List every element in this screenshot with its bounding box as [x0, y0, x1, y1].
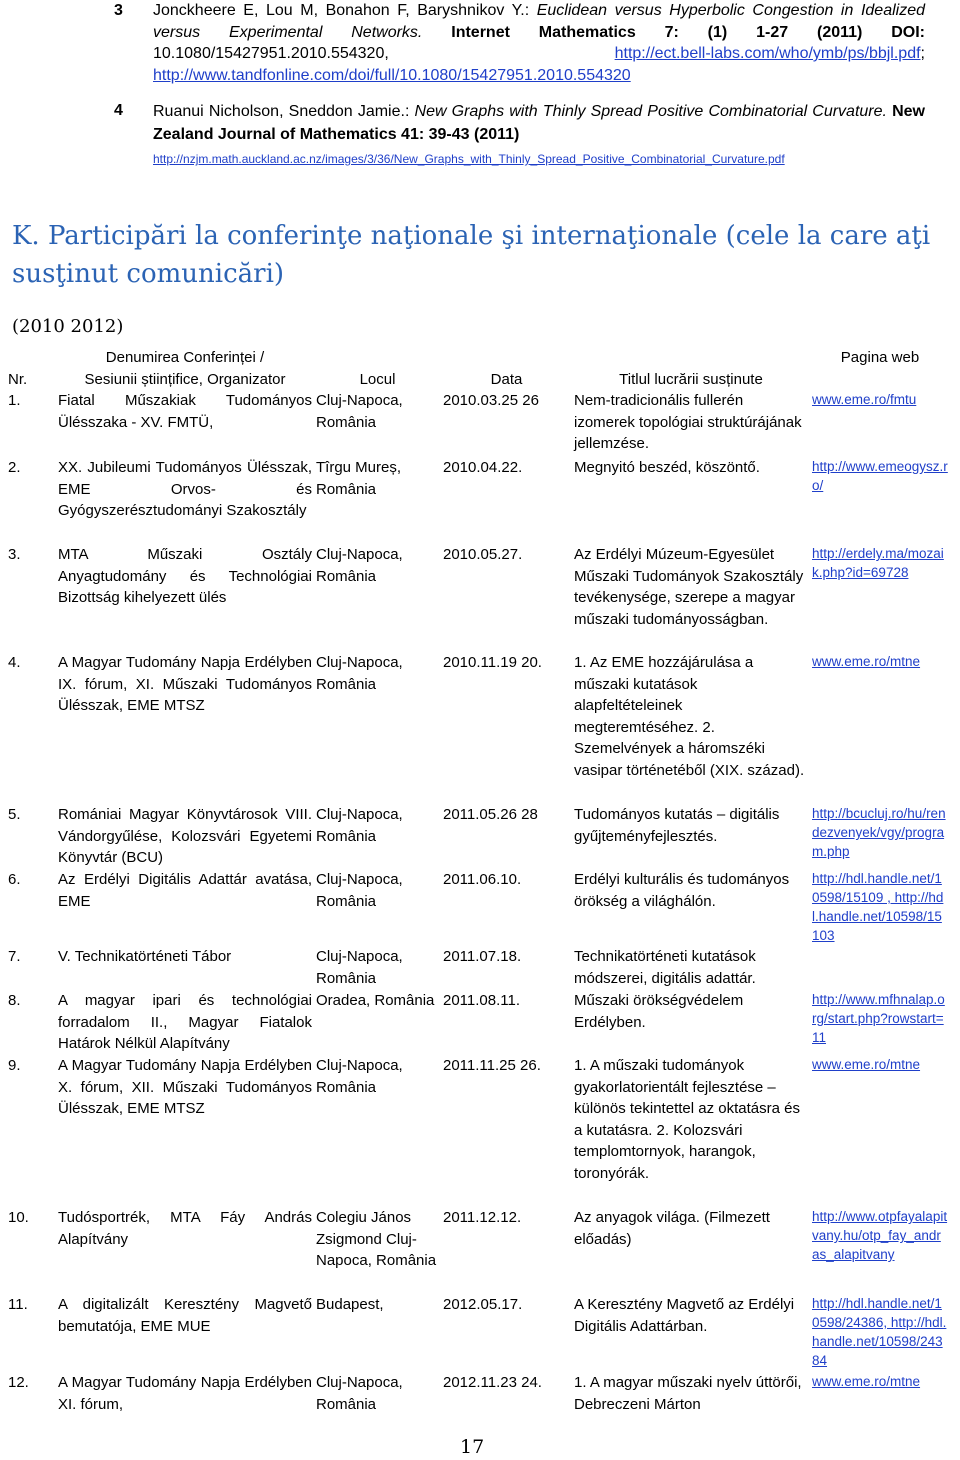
table-row	[8, 869, 952, 946]
reference-4-full	[153, 100, 925, 146]
row-number: 12.	[8, 1374, 29, 1391]
table-row	[8, 1294, 952, 1372]
row-date: 2011.06.10.	[443, 871, 522, 888]
row-web-link[interactable]: http://erdely.ma/mozaik.php?id=69728	[812, 546, 944, 580]
header-nr: Nr.	[8, 370, 28, 388]
row-talk-title: 1. Az EME hozzájárulása a műszaki kutatások alapfeltételeinek megteremtéséhez. 2. Szemelvények a háromszéki vasipar történetéből (XIX. század).	[574, 654, 805, 779]
row-web-link[interactable]: http://www.emeogysz.ro/	[812, 459, 948, 493]
table-row	[8, 1055, 952, 1207]
row-place: Cluj-Napoca, România	[316, 806, 403, 845]
reference-3-full: Jonckheere E, Lou M, Bonahon F, Baryshnikov Y.: Euclidean versus Hyperbolic Congestion in Idealized versus Experimental Networks. Internet Mathematics 7: (1) 1-27 (2011) DOI: 10.1080/15427951.2010.554320, http://ect.bell-labs.com/who/ymb/ps/bbjl.pdf; http://www.tandfonline.com/doi/full/10.1080/15427951.2010.554320	[153, 0, 925, 86]
row-place: Cluj-Napoca, România	[316, 546, 403, 585]
row-place: Cluj-Napoca, România	[316, 654, 403, 693]
table-row	[8, 1372, 952, 1422]
row-number: 5.	[8, 806, 21, 823]
row-talk-title: Tudományos kutatás – digitális gyűjteményfejlesztés.	[574, 806, 780, 845]
header-place: Locul	[359, 370, 396, 388]
row-number: 3.	[8, 546, 21, 563]
reference-link[interactable]: http://ect.bell-labs.com/who/ymb/ps/bbjl.pdf	[614, 45, 921, 62]
reference-link[interactable]: http://nzjm.math.auckland.ac.nz/images/3/36/New_Graphs_with_Thinly_Spread_Positive_Combinatorial_Curvature.pdf	[153, 152, 785, 166]
reference-doi: 10.1080/15427951.2010.554320,	[153, 45, 389, 62]
table-row	[8, 990, 952, 1055]
row-talk-title: 1. A magyar műszaki nyelv úttörői, Debreczeni Márton	[574, 1374, 802, 1413]
row-date: 2011.11.25 26.	[443, 1057, 541, 1074]
conferences-table	[8, 347, 952, 1422]
row-date: 2012.05.17.	[443, 1296, 523, 1313]
header-web: Pagina web	[840, 349, 920, 366]
table-row	[8, 544, 952, 652]
row-web-link[interactable]: http://bcucluj.ro/hu/rendezvenyek/vgy/program.php	[812, 806, 946, 859]
table-row	[8, 652, 952, 804]
row-number: 10.	[8, 1209, 29, 1226]
row-date: 2010.03.25 26	[443, 392, 539, 409]
row-conference-name: A Magyar Tudomány Napja Erdélyben IX. fórum, XI. Műszaki Tudományos Ülésszak, EME MTSZ	[58, 654, 312, 714]
row-date: 2012.11.23 24.	[443, 1374, 542, 1391]
row-place: Colegiu János Zsigmond Cluj-Napoca, România	[316, 1209, 437, 1269]
reference-title: New Graphs with Thinly Spread Positive Combinatorial Curvature.	[414, 103, 887, 120]
row-talk-title: Technikatörténeti kutatások módszerei, digitális adattár.	[574, 948, 756, 987]
row-conference-name: Tudósportrék, MTA Fáy András Alapítvány	[58, 1209, 312, 1248]
table-row	[8, 390, 952, 457]
row-place: Cluj-Napoca, România	[316, 1374, 403, 1413]
section-years: (2010 2012)	[12, 316, 124, 337]
table-row	[8, 946, 952, 990]
row-web-link[interactable]: www.eme.ro/fmtu	[812, 392, 917, 407]
row-number: 9.	[8, 1057, 21, 1074]
row-web-link[interactable]: www.eme.ro/mtne	[812, 654, 921, 669]
row-date: 2011.08.11.	[443, 992, 521, 1009]
table-row	[8, 804, 952, 869]
reference-number: 4	[114, 102, 123, 119]
row-place: Budapest,	[316, 1296, 384, 1313]
row-date: 2010.05.27.	[443, 546, 523, 563]
row-conference-name: A Magyar Tudomány Napja Erdélyben XI. fórum,	[58, 1374, 312, 1413]
row-talk-title: Erdélyi kulturális és tudományos örökség a világhálón.	[574, 871, 790, 910]
row-talk-title: 1. A műszaki tudományok gyakorlatorientált fejlesztése – különös tekintettel az oktatásra és a kutatásra. 2. Kolozsvári templomtornyok, harangok, toronyórák.	[574, 1057, 800, 1182]
row-talk-title: A Keresztény Magvető az Erdélyi Digitális Adattárban.	[574, 1296, 795, 1335]
row-number: 11.	[8, 1296, 28, 1313]
row-number: 1.	[8, 392, 21, 409]
row-place: Cluj-Napoca, România	[316, 871, 403, 910]
row-date: 2011.05.26 28	[443, 806, 538, 823]
row-conference-name: V. Technikatörténeti Tábor	[58, 948, 232, 965]
row-number: 7.	[8, 948, 21, 965]
row-place: Tîrgu Mureș, România	[316, 459, 402, 498]
row-conference-name: Fiatal Műszakiak Tudományos Ülésszaka - XV. FMTÜ,	[58, 392, 312, 431]
row-web-link[interactable]: http://www.otpfayalapitvany.hu/otp_fay_andras_alapitvany	[812, 1209, 948, 1262]
reference-journal: New Zealand Journal of Mathematics 41: 39-43 (2011)	[153, 103, 925, 143]
row-conference-name: Az Erdélyi Digitális Adattár avatása, EME	[58, 871, 312, 910]
row-date: 2011.07.18.	[443, 948, 522, 965]
header-date: Data	[490, 370, 523, 388]
header-name: Denumirea Conferinței / Sesiunii științifice, Organizator	[84, 349, 286, 388]
row-conference-name: A Magyar Tudomány Napja Erdélyben X. fórum, XII. Műszaki Tudományos Ülésszak, EME MTSZ	[58, 1057, 312, 1117]
row-web-link[interactable]	[812, 946, 952, 990]
row-number: 4.	[8, 654, 21, 671]
table-header-row	[8, 347, 952, 390]
table-row	[8, 457, 952, 544]
row-talk-title: Nem-tradicionális fullerén izomerek topológiai struktúrájának jellemzése.	[574, 392, 802, 452]
row-date: 2010.11.19 20.	[443, 654, 542, 671]
row-talk-title: Megnyitó beszéd, köszöntő.	[574, 459, 760, 476]
row-web-link[interactable]: www.eme.ro/mtne	[812, 1057, 921, 1072]
row-date: 2011.12.12.	[443, 1209, 522, 1226]
row-web-link[interactable]: http://hdl.handle.net/10598/24386, http://hdl.handle.net/10598/24384	[812, 1296, 947, 1368]
section-title: K. Participări la conferinţe naţionale şi internaţionale (cele la care aţi susţinut comunicări)	[12, 221, 931, 289]
reference-authors: Ruanui Nicholson, Sneddon Jamie.:	[153, 103, 410, 120]
row-number: 8.	[8, 992, 21, 1009]
row-conference-name: MTA Műszaki Osztály Anyagtudomány és Technológiai Bizottság kihelyezett ülés	[58, 546, 312, 606]
row-web-link[interactable]: http://hdl.handle.net/10598/15109 , http://hdl.handle.net/10598/15103	[812, 871, 944, 943]
row-conference-name: A digitalizált Keresztény Magvető bemutatója, EME MUE	[58, 1296, 312, 1335]
row-conference-name: A magyar ipari és technológiai forradalom II., Magyar Fiatalok Határok Nélkül Alapítvány	[58, 992, 312, 1052]
row-date: 2010.04.22.	[443, 459, 523, 476]
row-web-link[interactable]: http://www.mfhnalap.org/start.php?rowstart=11	[812, 992, 945, 1045]
reference-number: 3	[114, 2, 123, 19]
row-place: Cluj-Napoca, România	[316, 948, 403, 987]
page-number: 17	[460, 1436, 485, 1458]
row-talk-title: Műszaki örökségvédelem Erdélyben.	[574, 992, 744, 1031]
reference-link[interactable]: http://www.tandfonline.com/doi/full/10.1080/15427951.2010.554320	[153, 66, 631, 84]
row-number: 6.	[8, 871, 21, 888]
row-conference-name: XX. Jubileumi Tudományos Ülésszak, EME Orvos- és Gyógyszerésztudományi Szakosztály	[58, 459, 312, 519]
row-talk-title: Az Erdélyi Múzeum-Egyesület Műszaki Tudományok Szakosztály tevékenysége, szerepe a magyar műszaki tudományosságban.	[574, 546, 804, 628]
table-row	[8, 1207, 952, 1294]
row-place: Cluj-Napoca, România	[316, 392, 403, 431]
row-number: 2.	[8, 459, 21, 476]
row-web-link[interactable]: www.eme.ro/mtne	[812, 1374, 921, 1389]
row-conference-name: Romániai Magyar Könyvtárosok VIII. Vándorgyűlése, Kolozsvári Egyetemi Könyvtár (BCU)	[58, 806, 312, 866]
row-place: Oradea, România	[316, 992, 435, 1009]
row-place: Cluj-Napoca, România	[316, 1057, 403, 1096]
header-talk: Titlul lucrării susținute	[619, 370, 763, 388]
row-talk-title: Az anyagok világa. (Filmezett előadás)	[574, 1209, 770, 1248]
